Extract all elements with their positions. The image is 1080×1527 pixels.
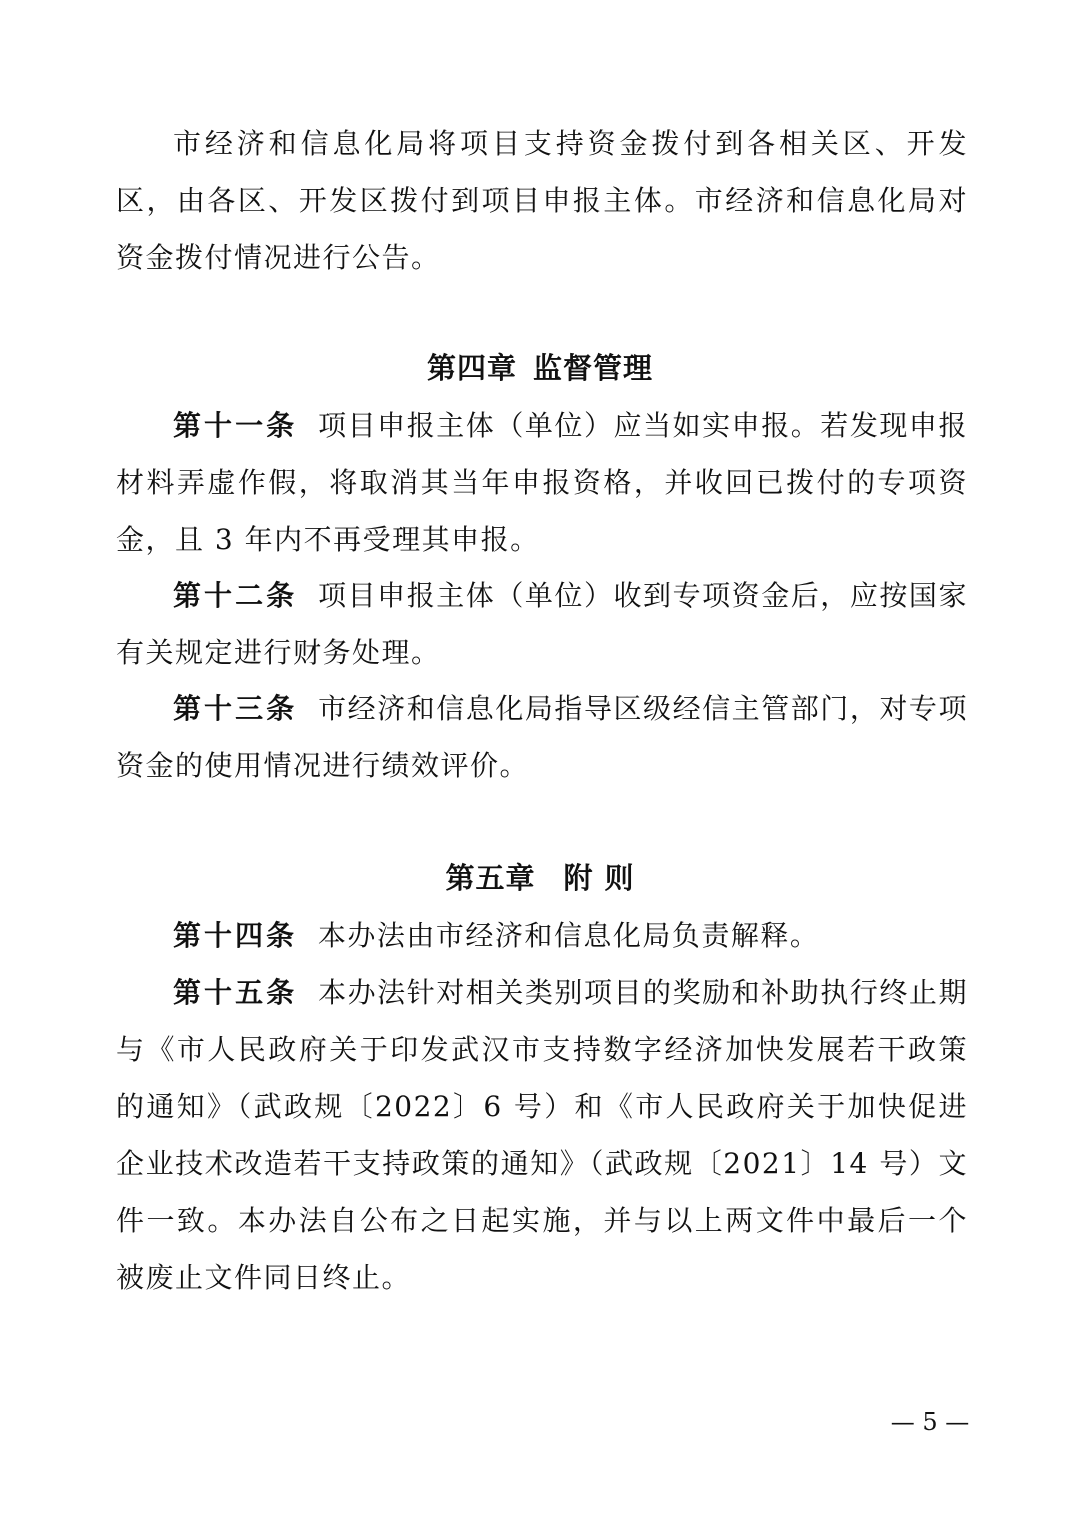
- article-13: [116, 680, 968, 794]
- article-15-text: 本办法针对相关类别项目的奖励和补助执行终止期与《市人民政府关于印发武汉市支持数字经济加快发展若干政策的通知》（武政规〔2022〕6 号）和《市人民政府关于加快促进企业技术改造若干支持政策的通知》（武政规〔2021〕14 号）文件一致。本办法自公布之日起实施，并与以上两文件中最后一个被废止文件同日终止。: [116, 976, 968, 1294]
- article-13-label: 第十三条: [173, 692, 298, 725]
- chapter-4-heading: 第四章 监督管理: [426, 351, 654, 385]
- article-12: [116, 567, 968, 681]
- article-14: [116, 907, 968, 964]
- article-11: [116, 397, 968, 568]
- article-11-label: 第十一条: [173, 409, 298, 442]
- article-15: [116, 964, 968, 1306]
- funding-paragraph: 市经济和信息化局将项目支持资金拨付到各相关区、开发区，由各区、开发区拨付到项目申报主体。市经济和信息化局对资金拨付情况进行公告。: [116, 127, 968, 274]
- page-number: — 5 —: [890, 1408, 970, 1436]
- article-12-label: 第十二条: [173, 579, 298, 612]
- article-12-text: 项目申报主体（单位）收到专项资金后，应按国家有关规定进行财务处理。: [116, 579, 968, 669]
- article-15-label: 第十五条: [173, 976, 298, 1009]
- article-14-label: 第十四条: [173, 919, 298, 952]
- article-11-text: 项目申报主体（单位）应当如实申报。若发现申报材料弄虚作假，将取消其当年申报资格，并收回已拨付的专项资金，且 3 年内不再受理其申报。: [116, 409, 968, 556]
- article-13-text: 市经济和信息化局指导区级经信主管部门，对专项资金的使用情况进行绩效评价。: [116, 692, 968, 782]
- chapter-5-heading: 第五章 附 则: [445, 861, 635, 895]
- article-14-text: 本办法由市经济和信息化局负责解释。: [317, 919, 820, 952]
